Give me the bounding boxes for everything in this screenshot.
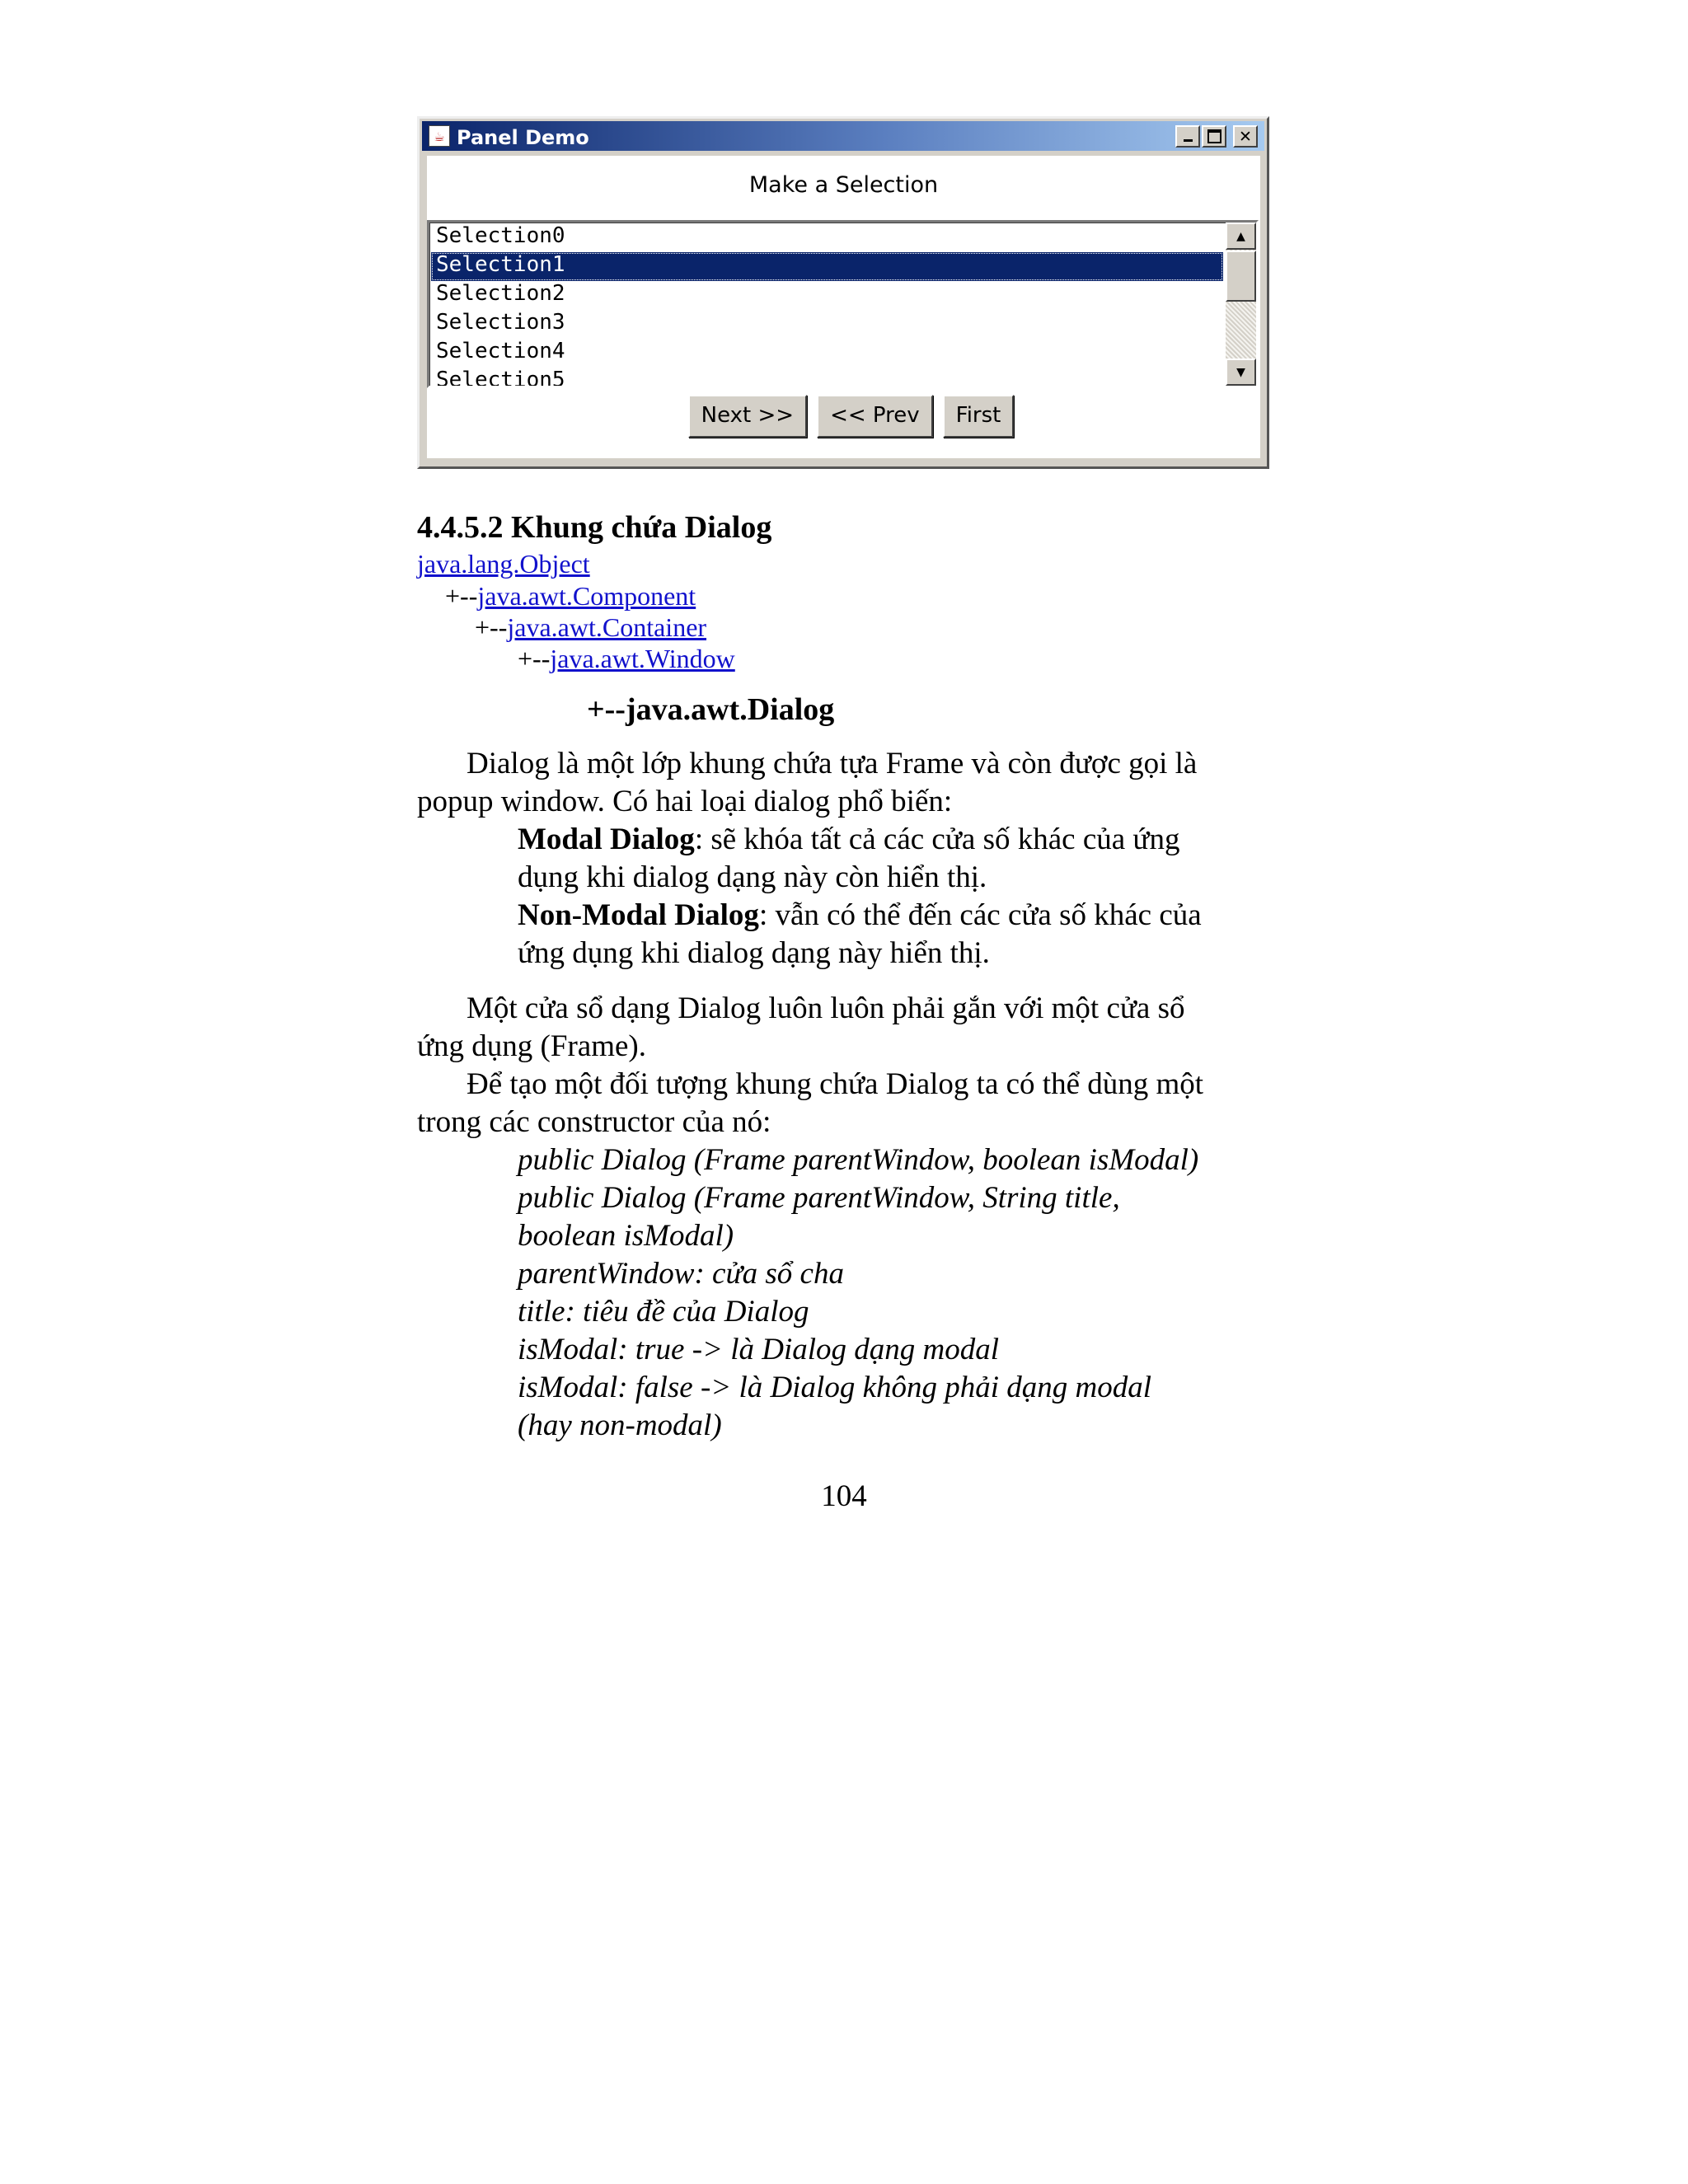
nonmodal-dialog-desc: : vẫn có thể đến các cửa số khác của	[758, 898, 1202, 932]
next-button[interactable]: Next >>	[688, 395, 807, 438]
paragraph-line: Để tạo một đối tượng khung chứa Dialog ta có thể dùng một	[467, 1067, 1204, 1101]
first-button[interactable]: First	[943, 395, 1015, 438]
paragraph-line: ứng dụng (Frame).	[417, 1029, 646, 1063]
list-item[interactable]: Selection3	[436, 310, 565, 335]
arrow-down-icon: ▼	[1236, 365, 1245, 379]
section-heading: 4.4.5.2 Khung chứa Dialog	[417, 510, 772, 545]
paragraph-line: Dialog là một lớp khung chứa tựa Frame và còn được gọi là	[467, 747, 1198, 780]
title-bar[interactable]	[422, 121, 1264, 151]
close-button[interactable]	[1233, 125, 1258, 148]
hierarchy-link-window[interactable]: java.awt.Window	[550, 644, 735, 673]
arrow-up-icon: ▲	[1236, 229, 1245, 243]
list-item[interactable]: Selection5	[436, 368, 565, 388]
paragraph-line: Một cửa sổ dạng Dialog luôn luôn phải gắn với một cửa sổ	[467, 991, 1185, 1025]
scroll-up-button[interactable]	[1226, 223, 1256, 250]
hierarchy-link-component[interactable]: java.awt.Component	[477, 581, 696, 611]
list-item-selected[interactable]: Selection1	[431, 252, 1223, 281]
minimize-button[interactable]	[1175, 125, 1200, 148]
list-item[interactable]: Selection0	[436, 223, 565, 248]
code-line: title: tiêu đề của Dialog	[518, 1295, 809, 1329]
selection-prompt-label: Make a Selection	[748, 172, 939, 198]
hierarchy-prefix: +--	[518, 644, 551, 673]
code-line: (hay non-modal)	[518, 1408, 722, 1442]
scroll-down-button[interactable]	[1226, 359, 1256, 386]
prev-button[interactable]: << Prev	[817, 395, 933, 438]
modal-dialog-term: Modal Dialog	[518, 823, 695, 856]
nonmodal-dialog-item	[518, 897, 1202, 935]
page-number: 104	[821, 1479, 867, 1513]
code-line: boolean isModal)	[518, 1219, 734, 1253]
code-line: isModal: false -> là Dialog không phải dạng modal	[518, 1371, 1152, 1404]
vertical-scrollbar[interactable]	[1226, 223, 1256, 386]
code-line: public Dialog (Frame parentWindow, String title,	[518, 1181, 1120, 1215]
code-line: parentWindow: cửa sổ cha	[518, 1257, 844, 1291]
scrollbar-thumb[interactable]	[1226, 251, 1256, 302]
navigation-buttons	[427, 395, 1260, 441]
hierarchy-line	[518, 640, 735, 677]
paragraph-line: popup window. Có hai loại dialog phổ biến:	[417, 785, 953, 818]
modal-dialog-desc: : sẽ khóa tất cả các cửa số khác của ứng	[694, 823, 1180, 856]
nonmodal-dialog-term: Non-Modal Dialog	[518, 898, 759, 932]
hierarchy-link-object[interactable]: java.lang.Object	[417, 549, 590, 579]
list-item[interactable]: Selection2	[436, 281, 565, 306]
close-icon: ✕	[1239, 127, 1252, 146]
minimize-icon	[1184, 139, 1193, 142]
code-line: public Dialog (Frame parentWindow, boolean isModal)	[518, 1143, 1199, 1177]
modal-dialog-item	[518, 821, 1179, 859]
window-title: Panel Demo	[457, 126, 589, 149]
paragraph-line: trong các constructor của nó:	[417, 1105, 771, 1139]
hierarchy-link-container[interactable]: java.awt.Container	[507, 612, 707, 642]
maximize-icon	[1207, 129, 1221, 143]
code-line: isModal: true -> là Dialog dạng modal	[518, 1333, 1000, 1366]
maximize-button[interactable]	[1202, 125, 1226, 148]
nonmodal-dialog-desc-cont: ứng dụng khi dialog dạng này hiển thị.	[518, 936, 990, 970]
modal-dialog-desc-cont: dụng khi dialog dạng này còn hiển thị.	[518, 860, 987, 894]
java-cup-icon: ☕	[429, 125, 450, 147]
list-item[interactable]: Selection4	[436, 339, 565, 363]
selection-list[interactable]	[427, 220, 1259, 388]
panel-demo-window	[417, 116, 1269, 469]
window-content	[427, 156, 1260, 458]
hierarchy-dialog-class: +--java.awt.Dialog	[587, 692, 835, 727]
hierarchy-prefix: +--	[445, 581, 478, 611]
hierarchy-prefix: +--	[475, 612, 508, 642]
